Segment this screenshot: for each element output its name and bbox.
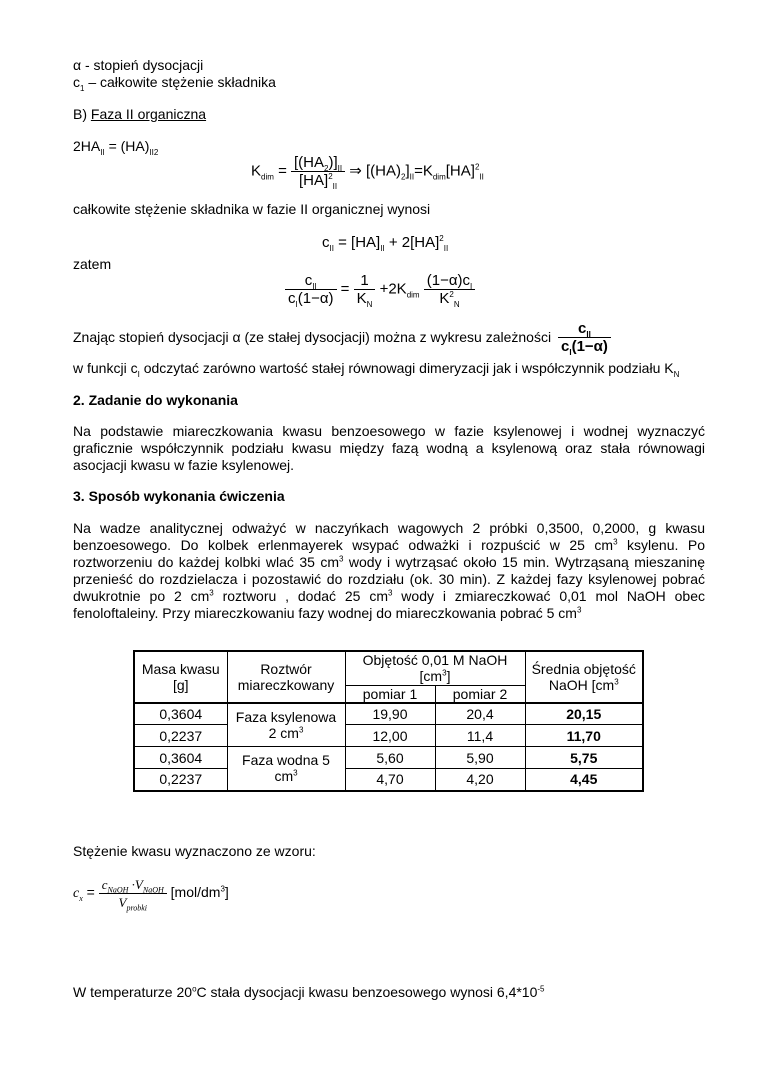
results-table <box>133 650 644 792</box>
header-volume: Objętość 0,01 M NaOH $[cm^3]$ <box>345 651 525 685</box>
header-p1: pomiar 1 <box>345 685 435 703</box>
cell-average: 20,15 <box>525 703 643 725</box>
cell-mass: 0,2237 <box>134 769 227 791</box>
section-2-heading: 2. Zadanie do wykonania <box>73 392 238 408</box>
cell-p1: 19,90 <box>345 703 435 725</box>
header-mass: Masa kwasu [g] <box>134 651 227 703</box>
cell-average: 5,75 <box>525 747 643 769</box>
cell-average: 11,70 <box>525 725 643 747</box>
cII-equation: $c_{II} = [HA]_{II} + 2[HA]^2_{II}$ <box>322 234 449 253</box>
known-alpha-text: Znając stopień dysocjacji α (ze stałej dysocjacji) można z wykresu zależności <box>73 329 552 345</box>
section-3-paragraph: Na wadze analitycznej odważyć w naczyńkach wagowych 2 próbki 0,3500, 0,2000, g kwasu benzoesowego. Do kolbek erlenmayerek wsypać odważki i rozpuścić w 25 $cm^3$ ksylenu. Po roztworzeniu do każdej kolbki wlać 35 $cm^3$ wody i wytrząsać około 15 min. Wytrząsaną mieszaninę przenieść do rozdzielacza i pozostawić do rozdziału (ok. 30 min). Z każdej fazy ksylenowej pobrać dwukrotnie po 2 $cm^3$ roztworu , dodać 25 $cm^3$ wody i zmiareczkować 0,01 mol NaOH obec fenoloftaleiny. Przy miareczkowaniu fazy wodnej do miareczkowania pobrać 5 $cm^3$ <box>73 520 706 621</box>
section-2-paragraph: Na podstawie miareczkowania kwasu benzoesowego w fazie ksylenowej i wodnej wyznaczyć graficznie współczynnik podziału kwasu między fazą wodną a ksylenową oraz stała równowagi asocjacji kwasu w fazie ksylenowej. <box>73 423 705 473</box>
cell-p1: 12,00 <box>345 725 435 747</box>
cell-group-xylene: Faza ksylenowa 2 $cm^3$ <box>227 703 345 747</box>
cx-formula: $c_x$ = $\frac{c_{NaOH} \cdot V_{NaOH}}{V_{probki}}$ $[mol/dm^3]$ <box>73 877 229 913</box>
header-p2: pomiar 2 <box>435 685 525 703</box>
cell-mass: 0,3604 <box>134 703 227 725</box>
table-row <box>134 769 643 791</box>
c1-definition: $c_1$ – całkowite stężenie składnika <box>73 74 276 93</box>
cell-average: 4,45 <box>525 769 643 791</box>
alpha-definition: α - stopień dysocjacji <box>73 57 204 73</box>
kdim-equation: $K_{dim}$ = $\frac{[(HA_2)]_{II}}{[HA]^2_{II}}$ ⇒ $[(HA)_2]_{II}=K_{dim}[HA]^2_{II}$ <box>251 154 484 191</box>
cell-p2: 20,4 <box>435 703 525 725</box>
section-3-heading: 3. Sposób wykonania ćwiczenia <box>73 488 285 504</box>
header-solution: Roztwór miareczkowany <box>227 651 345 703</box>
cell-p2: 11,4 <box>435 725 525 747</box>
kdim-fraction: $\frac{[(HA_2)]_{II}}{[HA]^2_{II}}$ <box>291 154 345 189</box>
cell-mass: 0,3604 <box>134 747 227 769</box>
section-b-heading: B) Faza II organiczna <box>73 106 207 122</box>
function-text: w funkcji $c_I$ odczytać zarówno wartość stałej równowagi dimeryzacji jak i współczynnik podziału $K_N$ <box>73 360 680 379</box>
conc-formula-text: Stężenie kwasu wyznaczono ze wzoru: <box>73 843 316 859</box>
cell-p2: 4,20 <box>435 769 525 791</box>
header-average: Średnia objętość NaOH [$cm^3$ <box>525 651 643 703</box>
zatem-text: zatem <box>73 256 112 272</box>
main-equation: $\frac{c_{II}}{c_I(1-\alpha)}$ = $\frac{1}{K_N}$ $+2K_{dim}$ $\frac{(1-\alpha)c_I}{K^2_N}$ <box>285 272 475 307</box>
table-row <box>134 703 643 725</box>
cell-mass: 0,2237 <box>134 725 227 747</box>
table-row <box>134 747 643 769</box>
cell-p1: 4,70 <box>345 769 435 791</box>
cell-group-water: Faza wodna 5 $cm^3$ <box>227 747 345 791</box>
cell-p2: 5,90 <box>435 747 525 769</box>
known-fraction: $\frac{c_{II}}{c_I(1-\alpha)}$ <box>558 320 611 355</box>
final-statement: W temperaturze 20$^o$C stała dysocjacji kwasu benzoesowego wynosi $6,4*10^{-5}$ <box>73 984 545 1000</box>
cell-p1: 5,60 <box>345 747 435 769</box>
dimerization-reaction: $2HA_{II} = (HA)_{II2}$ <box>73 138 159 157</box>
total-conc-text: całkowite stężenie składnika w fazie II organicznej wynosi <box>73 201 431 217</box>
table-row <box>134 725 643 747</box>
